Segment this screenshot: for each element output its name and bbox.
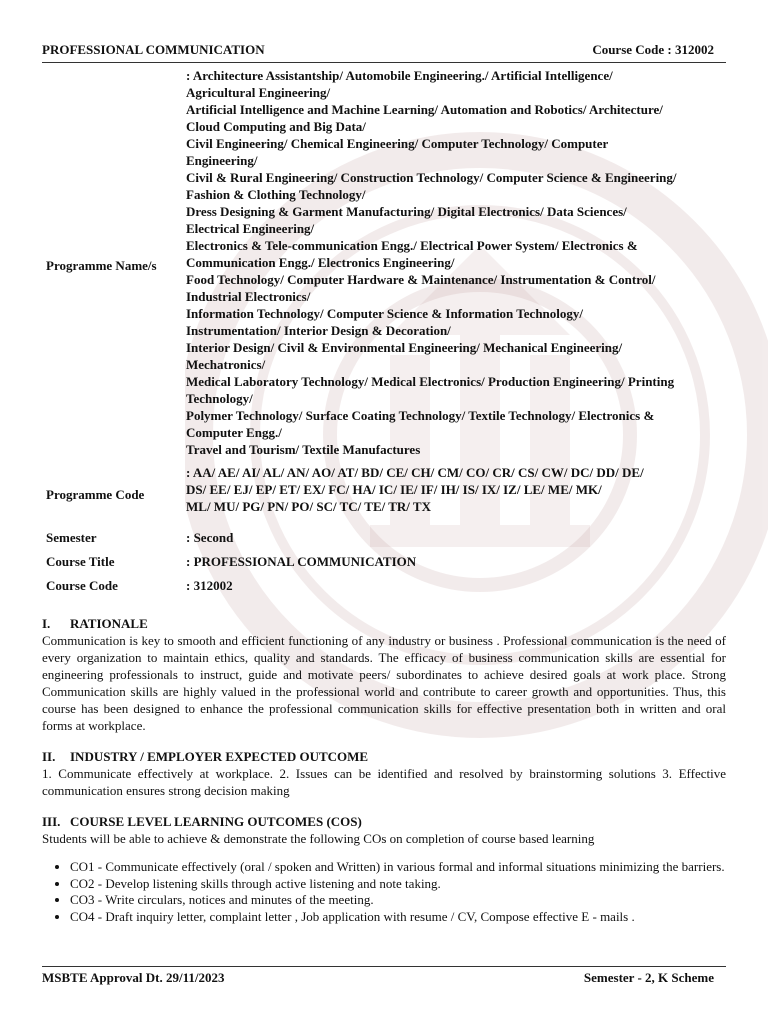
programme-names-line: Technology/ — [186, 391, 253, 406]
programme-names-value — [186, 67, 726, 464]
rationale-number: I. — [42, 616, 51, 631]
programme-names-line: Mechatronics/ — [186, 357, 266, 372]
semester-value: : Second — [186, 529, 234, 545]
programme-names-line: Civil Engineering/ Chemical Engineering/ Computer Technology/ Computer — [186, 136, 609, 151]
cos-title: COURSE LEVEL LEARNING OUTCOMES (COS) — [70, 814, 362, 829]
cos-heading — [42, 813, 726, 830]
programme-names-line: Information Technology/ Computer Science & Information Technology/ — [186, 306, 584, 321]
programme-names-line: Food Technology/ Computer Hardware & Maintenance/ Instrumentation & Control/ — [186, 272, 656, 287]
programme-names-line: Medical Laboratory Technology/ Medical Electronics/ Production Engineering/ Printing — [186, 374, 675, 389]
programme-names-line: Electrical Engineering/ — [186, 221, 315, 236]
course-title-row — [42, 549, 726, 573]
header-course-name: PROFESSIONAL COMMUNICATION — [42, 42, 265, 57]
rationale-title: RATIONALE — [70, 616, 148, 631]
programme-names-line: Electronics & Tele-communication Engg./ Electrical Power System/ Electronics & — [186, 238, 638, 253]
programme-code-line: ML/ MU/ PG/ PN/ PO/ SC/ TC/ TE/ TR/ TX — [186, 499, 431, 514]
cos-number: III. — [42, 814, 61, 829]
programme-names-line: Industrial Electronics/ — [186, 289, 311, 304]
footer-approval-date: MSBTE Approval Dt. 29/11/2023 — [42, 970, 225, 985]
programme-code-line: DS/ EE/ EJ/ EP/ ET/ EX/ FC/ HA/ IC/ IE/ IF/ IH/ IS/ IX/ IZ/ LE/ ME/ MK/ — [186, 482, 602, 497]
programme-names-line: Polymer Technology/ Surface Coating Technology/ Textile Technology/ Electronics & — [186, 408, 655, 423]
page-header — [42, 0, 726, 63]
page-footer — [42, 966, 726, 986]
programme-names-line: Computer Engg./ — [186, 425, 282, 440]
programme-names-line: Artificial Intelligence and Machine Learning/ Automation and Robotics/ Architecture/ — [186, 102, 663, 117]
course-code-label: Course Code — [46, 577, 118, 593]
programme-names-line: Engineering/ — [186, 153, 258, 168]
programme-code-row — [42, 464, 726, 525]
course-meta-table — [42, 67, 726, 597]
programme-names-line: Cloud Computing and Big Data/ — [186, 119, 366, 134]
header-course-code: Course Code : 312002 — [592, 42, 714, 57]
cos-intro: Students will be able to achieve & demonstrate the following COs on completion of course based learning — [42, 831, 595, 846]
outcome-text: 1. Communicate effectively at workplace. 2. Issues can be identified and resolved by brainstorming solutions 3. Effective communication ensures strong decision making — [42, 766, 726, 798]
programme-names-line: Dress Designing & Garment Manufacturing/ Digital Electronics/ Data Sciences/ — [186, 204, 627, 219]
programme-names-label: Programme Name/s — [46, 258, 157, 273]
semester-label: Semester — [46, 529, 97, 545]
outcome-number: II. — [42, 749, 56, 764]
programme-names-line: Travel and Tourism/ Textile Manufactures — [186, 442, 421, 457]
course-title-label: Course Title — [46, 553, 115, 569]
co-item: • CO2 - Develop listening skills through active listening and note taking. — [70, 876, 726, 893]
co-item: • CO1 - Communicate effectively (oral / spoken and Written) in various formal and informal situations minimizing the barriers. — [70, 859, 726, 876]
rationale-text: Communication is key to smooth and efficient functioning of any industry or business . Professional communication is the need of every organization to maintain ethics, quality and standards. The efficacy of business communication skills are essential for engineering professionals to instruct, guide and motivate peers/ subordinates to achieve desired goals at work place. Strong Communication skills are highly valued in the professional world and contribute to career growth and opportunities. Thus, this course has been designed to enhance the professional communication skills for effective presentation both in written and oral forms at workplace. — [42, 633, 726, 733]
programme-code-value — [186, 464, 726, 525]
rationale-heading — [42, 615, 726, 632]
programme-names-row — [42, 67, 726, 464]
programme-names-line: : Architecture Assistantship/ Automobile Engineering./ Artificial Intelligence/ — [186, 68, 613, 83]
programme-names-line: Civil & Rural Engineering/ Construction Technology/ Computer Science & Engineering/ — [186, 170, 677, 185]
footer-scheme: Semester - 2, K Scheme — [583, 970, 714, 985]
programme-names-line: Interior Design/ Civil & Environmental Engineering/ Mechanical Engineering/ — [186, 340, 623, 355]
programme-names-line: Instrumentation/ Interior Design & Decoration/ — [186, 323, 451, 338]
co-item: • CO3 - Write circulars, notices and minutes of the meeting. — [70, 892, 726, 909]
course-title-value: : PROFESSIONAL COMMUNICATION — [186, 553, 417, 569]
programme-code-label: Programme Code — [46, 487, 145, 502]
outcome-title: INDUSTRY / EMPLOYER EXPECTED OUTCOME — [70, 749, 369, 764]
course-code-value: : 312002 — [186, 577, 233, 593]
outcome-heading — [42, 748, 726, 765]
course-code-row — [42, 573, 726, 597]
programme-names-line: Communication Engg./ Electronics Engineering/ — [186, 255, 455, 270]
programme-names-line: Agricultural Engineering/ — [186, 85, 331, 100]
cos-list — [42, 859, 726, 925]
programme-names-line: Fashion & Clothing Technology/ — [186, 187, 366, 202]
programme-code-line: : AA/ AE/ AI/ AL/ AN/ AO/ AT/ BD/ CE/ CH/ CM/ CO/ CR/ CS/ CW/ DC/ DD/ DE/ — [186, 465, 644, 480]
co-item: • CO4 - Draft inquiry letter, complaint letter , Job application with resume / CV, Compose effective E - mails . — [70, 909, 726, 926]
semester-row — [42, 525, 726, 549]
